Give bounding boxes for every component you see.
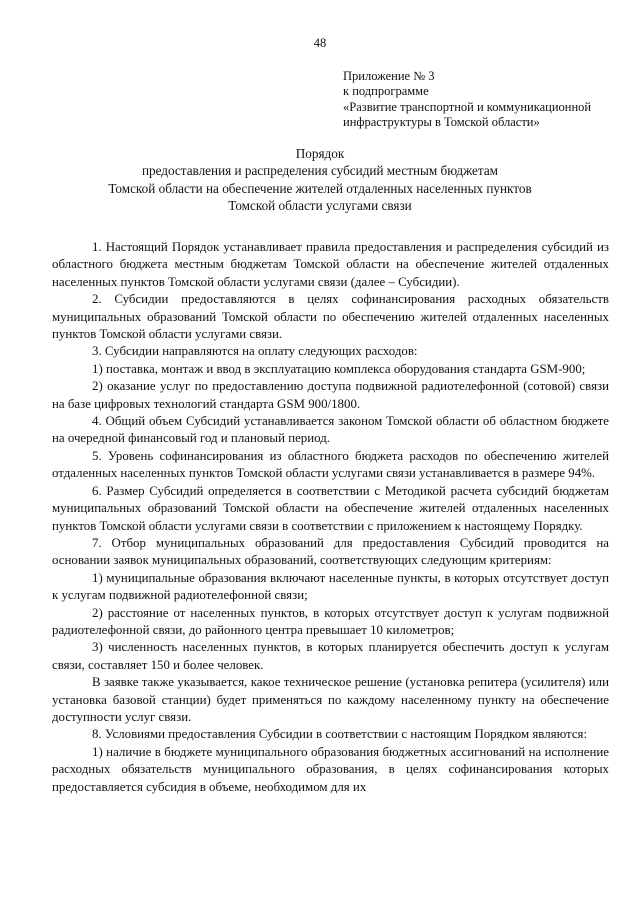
paragraph: В заявке также указывается, какое техническое решение (установка репитера (усилителя) или установка базовой станции) будет применяться по каждому населенному пункту на обеспечение доступности услуг связи. <box>52 675 609 724</box>
paragraph: 3) численность населенных пунктов, в которых планируется обеспечить доступ к услугам связи, составляет 150 и более человек. <box>52 640 609 672</box>
appendix-header <box>343 69 623 130</box>
paragraph: 4. Общий объем Субсидий устанавливается законом Томской области об областном бюджете на очередной финансовый год и плановый период. <box>52 414 609 446</box>
paragraph: 1. Настоящий Порядок устанавливает правила предоставления и распределения субсидий из областного бюджета местным бюджетам Томской области на обеспечение жителей отдаленных населенных пунктов Томской области услугами связи (далее – Субсидии). <box>52 240 609 289</box>
paragraph: 2. Субсидии предоставляются в целях софинансирования расходных обязательств муниципальных образований Томской области по обеспечению жителей отдаленных населенных пунктов Томской области услугами связи. <box>52 292 609 342</box>
paragraph: 6. Размер Субсидий определяется в соответствии с Методикой расчета субсидий бюджетам муниципальных образований Томской области на обеспечение жителей отдаленных населенных пунктов Томской области услугами связи в соответствии с приложением к настоящему Порядку. <box>52 483 609 533</box>
title-line: Порядок <box>295 146 345 161</box>
title-line: Томской области услугами связи <box>228 198 412 214</box>
title-line: Томской области на обеспечение жителей отдаленных населенных пунктов <box>108 180 532 196</box>
paragraph: 1) муниципальные образования включают населенные пункты, в которых отсутствует доступ к услугам подвижной радиотелефонной связи; <box>52 570 609 603</box>
appendix-line: «Развитие транспортной и коммуникационной <box>343 99 592 114</box>
appendix-line: к подпрограмме <box>343 84 429 99</box>
paragraph: 2) оказание услуг по предоставлению доступа подвижной радиотелефонной (сотовой) связи на базе цифровых технологий стандарта GSM 900/1800. <box>52 379 609 411</box>
paragraph: 3. Субсидии направляются на оплату следующих расходов: <box>92 344 418 359</box>
paragraph: 1) наличие в бюджете муниципального образования бюджетных ассигнований на исполнение расходных обязательств муниципального образования, в целях софинансирования которых предоставляется субсидия в объеме, необходимом для их <box>52 744 609 794</box>
paragraph: 2) расстояние от населенных пунктов, в которых отсутствует доступ к услугам подвижной радиотелефонной связи, до районного центра превышает 10 километров; <box>52 605 609 637</box>
paragraph: 5. Уровень софинансирования из областного бюджета расходов по обеспечению жителей отдаленных населенных пунктов Томской области услугами связи устанавливается в размере 94%. <box>52 448 609 481</box>
title-line: предоставления и распределения субсидий местным бюджетам <box>141 163 499 179</box>
page-number: 48 <box>313 36 327 50</box>
appendix-line: инфраструктуры в Томской области» <box>343 114 540 129</box>
paragraph: 1) поставка, монтаж и ввод в эксплуатацию комплекса оборудования стандарта GSM-900; <box>92 361 586 376</box>
paragraph: 8. Условиями предоставления Субсидии в соответствии с настоящим Порядком являются: <box>92 727 588 742</box>
paragraph: 7. Отбор муниципальных образований для предоставления Субсидий проводится на основании заявок муниципальных образований, соответствующих следующим критериям: <box>52 535 609 568</box>
document-title <box>30 145 610 215</box>
appendix-line: Приложение № 3 <box>343 69 435 83</box>
document-body <box>52 239 609 796</box>
